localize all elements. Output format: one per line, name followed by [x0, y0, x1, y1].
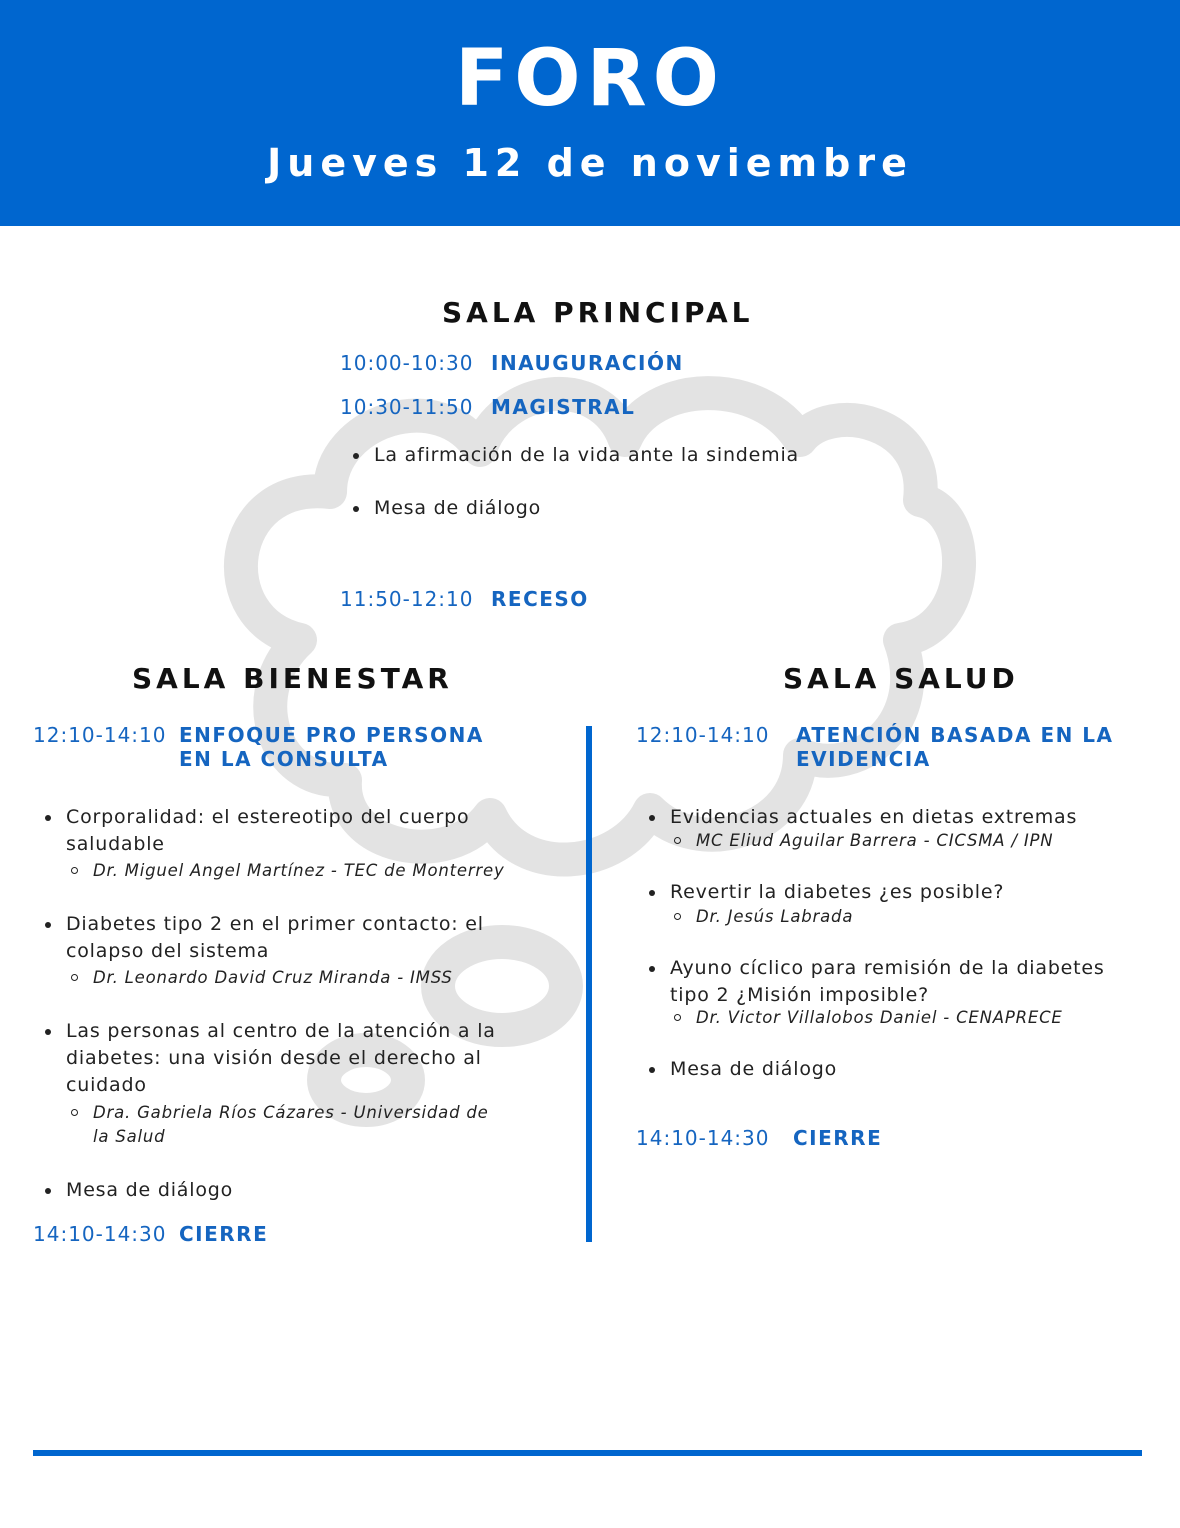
salud-close-time: 14:10-14:30	[636, 1126, 770, 1150]
list-item-text: Revertir la diabetes ¿es posible?	[670, 881, 1005, 903]
list-item	[66, 1018, 496, 1099]
principal-slot3-time: 11:50-12:10	[340, 587, 474, 611]
bullet-icon	[649, 966, 655, 972]
sub-bullet-icon	[71, 867, 78, 874]
principal-slot2-label: MAGISTRAL	[491, 395, 636, 419]
principal-slot2-time: 10:30-11:50	[340, 395, 474, 419]
speaker-item	[696, 905, 853, 929]
bienestar-close-label: CIERRE	[179, 1222, 269, 1246]
list-item-text: Ayuno cíclico para remisión de la diabetes	[670, 957, 1105, 979]
sala-principal-title: SALA PRINCIPAL	[442, 296, 754, 329]
speaker-item	[696, 1006, 1063, 1030]
salud-label-line1: ATENCIÓN BASADA EN LA	[796, 723, 1114, 747]
list-item-text: La afirmación de la vida ante la sindemia	[374, 444, 799, 466]
list-item-text: cuidado	[66, 1074, 147, 1096]
list-item-text: colapso del sistema	[66, 940, 270, 962]
sub-bullet-icon	[71, 974, 78, 981]
bullet-icon	[649, 890, 655, 896]
sub-bullet-icon	[71, 1109, 78, 1116]
sub-bullet-icon	[674, 1014, 681, 1021]
bullet-icon	[45, 815, 51, 821]
sala-salud-title: SALA SALUD	[783, 662, 1019, 695]
column-divider	[586, 726, 592, 1242]
bullet-icon	[353, 506, 359, 512]
list-item	[670, 804, 1077, 831]
principal-slot1-time: 10:00-10:30	[340, 351, 474, 375]
speaker-item	[93, 859, 505, 883]
list-item	[670, 1056, 837, 1083]
list-item-text: diabetes: una visión desde el derecho al	[66, 1047, 482, 1069]
bienestar-label-line1: ENFOQUE PRO PERSONA	[179, 723, 484, 747]
list-item	[66, 804, 469, 858]
bullet-icon	[649, 815, 655, 821]
page-title: FORO	[455, 34, 725, 124]
header-banner	[0, 0, 1180, 226]
list-item-text: Mesa de diálogo	[374, 497, 542, 519]
list-item-text: Mesa de diálogo	[66, 1179, 234, 1201]
speaker-text: Dr. Victor Villalobos Daniel - CENAPRECE	[696, 1008, 1063, 1027]
speaker-text: MC Eliud Aguilar Barrera - CICSMA / IPN	[696, 831, 1054, 850]
salud-label-line2: EVIDENCIA	[796, 747, 931, 771]
list-item-text: Corporalidad: el estereotipo del cuerpo	[66, 806, 470, 828]
speaker-text: Dr. Miguel Angel Martínez - TEC de Monterrey	[93, 861, 505, 880]
bullet-icon	[353, 453, 359, 459]
bienestar-close-time: 14:10-14:30	[33, 1222, 167, 1246]
list-item	[670, 879, 1004, 906]
list-item	[374, 495, 541, 522]
sub-bullet-icon	[674, 913, 681, 920]
list-item-text: Mesa de diálogo	[670, 1058, 838, 1080]
bullet-icon	[45, 1188, 51, 1194]
list-item-text: tipo 2 ¿Misión imposible?	[670, 984, 929, 1006]
bullet-icon	[45, 922, 51, 928]
speaker-item	[93, 966, 453, 990]
salud-close-label: CIERRE	[793, 1126, 883, 1150]
salud-time: 12:10-14:10	[636, 723, 770, 747]
list-item	[374, 442, 799, 469]
speaker-text: Dr. Leonardo David Cruz Miranda - IMSS	[93, 968, 453, 987]
speaker-item	[93, 1101, 489, 1149]
list-item-text: Evidencias actuales en dietas extremas	[670, 806, 1078, 828]
sub-bullet-icon	[674, 837, 681, 844]
list-item-text: saludable	[66, 833, 165, 855]
bullet-icon	[45, 1029, 51, 1035]
bienestar-label-line2: EN LA CONSULTA	[179, 747, 389, 771]
speaker-text: Dra. Gabriela Ríos Cázares - Universidad de	[93, 1103, 489, 1122]
list-item	[66, 1177, 233, 1204]
list-item-text: Las personas al centro de la atención a la	[66, 1020, 496, 1042]
list-item-text: Diabetes tipo 2 en el primer contacto: el	[66, 913, 484, 935]
bullet-icon	[649, 1067, 655, 1073]
bienestar-time: 12:10-14:10	[33, 723, 167, 747]
footer-rule	[33, 1450, 1142, 1456]
principal-slot3-label: RECESO	[491, 587, 589, 611]
speaker-item	[696, 829, 1053, 853]
principal-slot1-label: INAUGURACIÓN	[491, 351, 684, 375]
speaker-text: Dr. Jesús Labrada	[696, 907, 854, 926]
list-item	[670, 955, 1105, 1009]
page-subtitle: Jueves 12 de noviembre	[267, 141, 913, 185]
speaker-text: la Salud	[93, 1127, 166, 1146]
list-item	[66, 911, 484, 965]
sala-bienestar-title: SALA BIENESTAR	[132, 662, 453, 695]
